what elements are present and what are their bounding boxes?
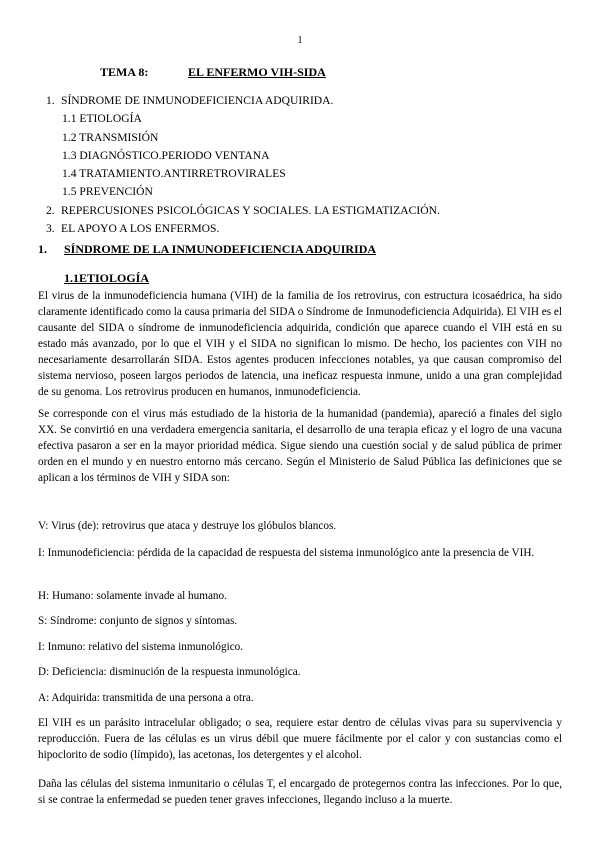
toc-item — [46, 183, 440, 201]
toc-item-label: SÍNDROME DE INMUNODEFICIENCIA ADQUIRIDA. — [61, 94, 334, 107]
toc-item — [46, 147, 440, 165]
toc-item — [46, 110, 440, 128]
toc-item — [46, 165, 440, 183]
toc-item-label: 1.4 TRATAMIENTO.ANTIRRETROVIRALES — [62, 167, 286, 181]
section-heading — [38, 241, 376, 257]
toc-item-number: 2. — [46, 203, 55, 217]
definition-inmunodeficiencia: I: Inmunodeficiencia: pérdida de la capacidad de respuesta del sistema inmunológico ante la presencia de VIH. — [38, 547, 535, 559]
toc-item-label: 1.2 TRANSMISIÓN — [62, 130, 159, 144]
definition-v: V: Virus (de): retrovirus que ataca y destruye los glóbulos blancos. — [38, 520, 337, 532]
toc-item-number: 1. — [46, 94, 55, 107]
section-number: 1. — [38, 242, 47, 256]
toc-item-label: EL APOYO A LOS ENFERMOS. — [61, 222, 220, 236]
definition-inmuno: I: Inmuno: relativo del sistema inmunológico. — [38, 641, 244, 653]
definition-d: D: Deficiencia: disminución de la respuesta inmunológica. — [38, 666, 301, 678]
toc-item — [46, 129, 440, 147]
definition-h: H: Humano: solamente invade al humano. — [38, 590, 227, 602]
paragraph-celulas-t: Daña las células del sistema inmunitario o células T, el encargado de protegernos contra las infecciones. Por lo que, si se contrae la enfermedad se pueden tener graves infecciones, llegando incluso a la muerte. — [38, 778, 562, 806]
paragraph-historia: Se corresponde con el virus más estudiado de la historia de la humanidad (pandemia), apareció a finales del siglo XX. Se convirtió en una verdadera emergencia sanitaria, el desarrollo de una terapia eficaz y el logro de una vacuna efectiva pasaron a ser en la mayor prioridad médica. Sigue siendo una cuestión social y de salud pública de primer orden en el mundo y en nuestro entorno más cercano. Según el Ministerio de Salud Pública las definiciones que se aplican a los términos de VIH y SIDA son: — [38, 408, 562, 484]
toc-item — [46, 92, 440, 110]
page-number: 1 — [297, 35, 303, 46]
section-title: SÍNDROME DE LA INMUNODEFICIENCIA ADQUIRIDA — [64, 242, 377, 256]
subsection-heading: 1.1ETIOLOGÍA — [64, 271, 150, 285]
definition-s: S: Síndrome: conjunto de signos y síntomas. — [38, 615, 238, 627]
tema-label: TEMA 8: — [100, 65, 149, 79]
toc-item — [46, 220, 440, 238]
toc-item — [46, 202, 440, 220]
toc-item-label: REPERCUSIONES PSICOLÓGICAS Y SOCIALES. LA ESTIGMATIZACIÓN. — [61, 203, 440, 217]
tema-title: EL ENFERMO VIH-SIDA — [188, 65, 326, 79]
table-of-contents — [46, 92, 440, 238]
toc-item-label: 1.1 ETIOLOGÍA — [62, 112, 142, 126]
toc-item-label: 1.5 PREVENCIÓN — [62, 185, 153, 199]
definition-a: A: Adquirida: transmitida de una persona a otra. — [38, 692, 254, 704]
paragraph-etiologia: El virus de la inmunodeficiencia humana (VIH) de la familia de los retrovirus, con estructura icosaédrica, ha sido claramente identificado como la causa primaria del SIDA o Síndrome de Inmunodeficiencia Adquirida). El VIH es el causante del SIDA o síndrome de inmunodeficiencia adquirida, condición que aparece cuando el VIH está en su estado más avanzado, por lo que el VIH y el SIDA no significan lo mismo. De hecho, los pacientes con VIH no necesariamente desarrollarán SIDA. Estos agentes producen infecciones notables, ya que causan compromiso del sistema nervioso, poseen largos periodos de latencia, una ineficaz respuesta inmune, unido a una gran complejidad de su genoma. Los retrovirus producen en humanos, inmunodeficiencia. — [38, 290, 562, 398]
toc-item-label: 1.3 DIAGNÓSTICO.PERIODO VENTANA — [62, 148, 270, 162]
paragraph-parasito: El VIH es un parásito intracelular obligado; o sea, requiere estar dentro de células vivas para su supervivencia y reproducción. Fuera de las células es un virus débil que muere fácilmente por el calor y con sustancias como el hipoclorito de sodio (límpido), las acetonas, los detergentes y el alcohol. — [38, 717, 562, 761]
toc-item-number: 3. — [46, 222, 55, 236]
